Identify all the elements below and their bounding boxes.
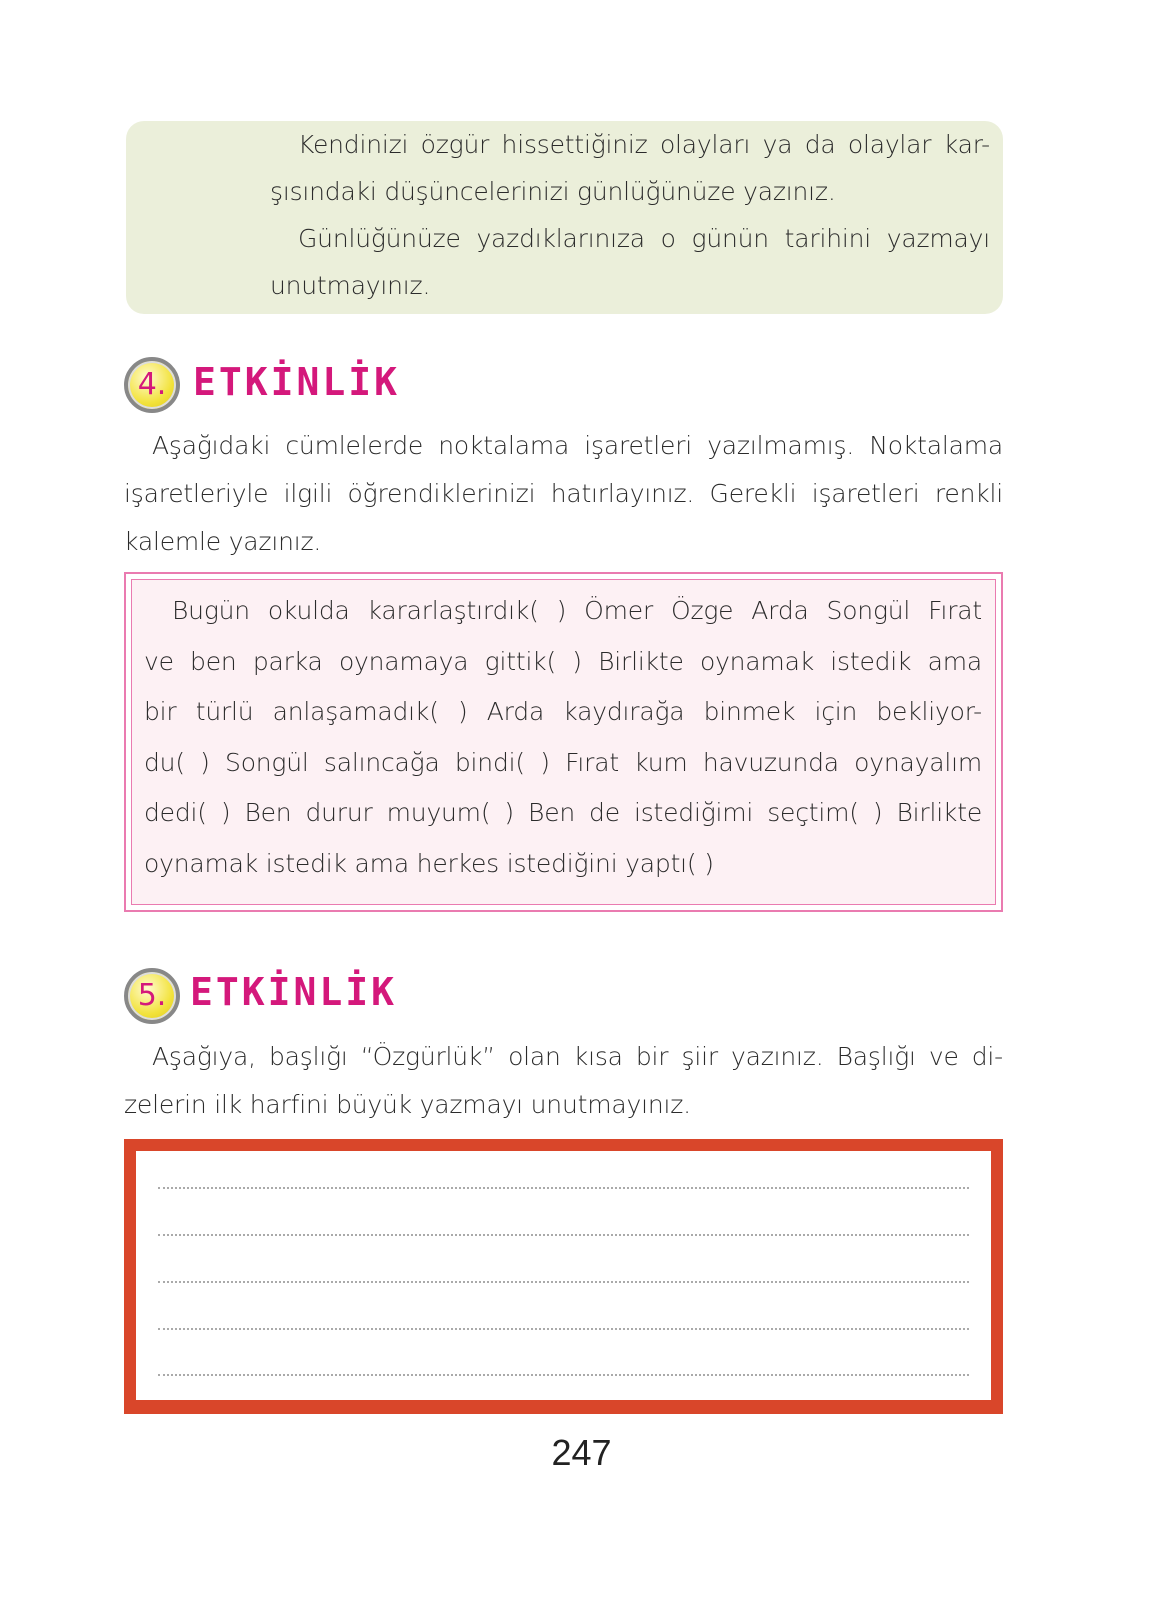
passage-line: bir türlü anlaşamadık( ) Arda kaydırağa binmek için bekliyor- [144, 697, 982, 726]
page-number: 247 [551, 1432, 612, 1473]
poem-writing-box[interactable] [124, 1139, 1003, 1414]
activity-number-badge: 4. [124, 357, 180, 413]
passage-box [124, 572, 1003, 912]
instruction-line: kalemle yazınız. [124, 527, 322, 556]
activity5-instructions [124, 1033, 1003, 1129]
instruction-line: Aşağıdaki cümlelerde noktalama işaretleri yazılmamış. Noktalama [152, 431, 1003, 460]
writing-line[interactable] [158, 1234, 969, 1236]
activity-title: ETKİNLİK [190, 970, 398, 1014]
passage-line: ve ben parka oynamaya gittik( ) Birlikte oynamak istedik ama [144, 646, 982, 676]
writing-line[interactable] [158, 1281, 969, 1283]
passage-line: oynamak istedik ama herkes istediğini yaptı( ) [144, 848, 714, 878]
activity-title: ETKİNLİK [193, 360, 401, 404]
instruction-line: işaretleriyle ilgili öğrendiklerinizi hatırlayınız. Gerekli işaretleri renkli [124, 479, 1003, 508]
writing-line[interactable] [158, 1328, 969, 1330]
writing-line[interactable] [158, 1187, 969, 1189]
note-line: Günlüğünüze yazdıklarınıza o günün tarihini yazmayı [298, 224, 990, 253]
note-line: unutmayınız. [270, 271, 431, 300]
note-text [270, 121, 990, 309]
writing-line[interactable] [158, 1374, 969, 1376]
passage-line: du( ) Songül salıncağa bindi( ) Fırat kum havuzunda oynayalım [144, 747, 982, 777]
note-line: şısındaki düşüncelerinizi günlüğünüze yazınız. [270, 177, 836, 206]
note-line: Kendinizi özgür hissettiğiniz olayları ya da olaylar kar- [298, 130, 990, 159]
passage-line: Bugün okulda kararlaştırdık( ) Ömer Özge Arda Songül Fırat [172, 596, 982, 625]
instruction-line: zelerin ilk harfini büyük yazmayı unutmayınız. [124, 1090, 691, 1119]
instruction-line: Aşağıya, başlığı “Özgürlük” olan kısa bir şiir yazınız. Başlığı ve di- [152, 1042, 1003, 1071]
activity-number-badge: 5. [124, 968, 180, 1024]
passage-line: dedi( ) Ben durur muyum( ) Ben de istediğimi seçtim( ) Birlikte [144, 798, 982, 827]
activity4-instructions [124, 422, 1003, 566]
